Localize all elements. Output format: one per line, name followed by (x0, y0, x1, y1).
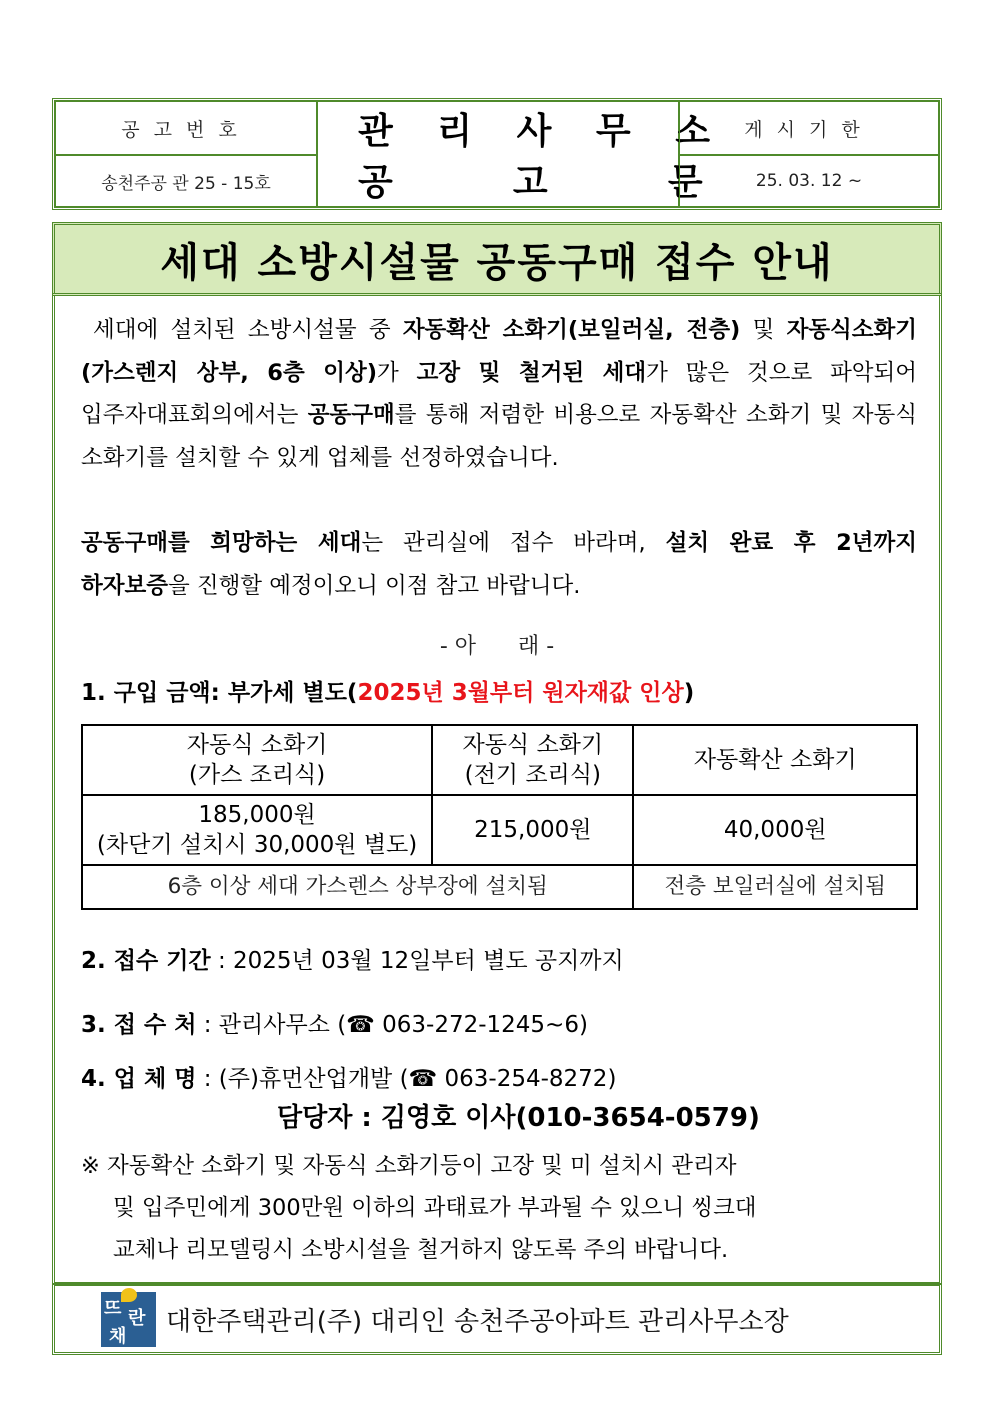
intro-bold: 설치 완료 후 2년까지 하자보증 (81, 530, 917, 599)
period-label: 게시기한 (744, 118, 874, 141)
intro-text: 을 진행할 예정이오니 이점 참고 바랍니다. (167, 572, 581, 599)
footer-signature: 대한주택관리(주) 대리인 송천주공아파트 관리사무소장 (166, 1306, 789, 1337)
logo-leaf-icon (121, 1288, 137, 1302)
period-label-cell (679, 101, 939, 155)
period-value-cell (679, 155, 939, 207)
section-3 (81, 1006, 588, 1039)
section-1-close: ) (683, 680, 695, 706)
price-header-electric: 자동식 소화기 (전기 조리식) (432, 725, 633, 795)
section-4 (81, 1060, 616, 1093)
notice-no-value: 송천주공 관 25 - 15호 (101, 173, 271, 194)
document-title-bar (52, 222, 942, 296)
price-header-gas: 자동식 소화기 (가스 조리식) (82, 725, 432, 795)
section-2-label: 2. 접수 기간 (81, 948, 211, 974)
company-logo (101, 1292, 156, 1347)
notice-no-label-cell (55, 101, 317, 155)
intro-paragraph-2 (81, 522, 917, 607)
section-4-label: 4. 업 체 명 (81, 1066, 197, 1092)
section-2 (81, 942, 624, 975)
header-table (52, 98, 942, 210)
intro-bold: 공동구매를 희망하는 세대 (81, 530, 362, 556)
below-heading: - 아 래 - (439, 634, 555, 659)
price-diffusion: 40,000원 (633, 795, 917, 865)
intro-text: 및 (740, 317, 787, 343)
intro-text: 는 관리실에 접수 바라며, (361, 530, 666, 556)
intro-bold: 자동식소화기(가스렌지 상부, 6층 이상) (81, 317, 917, 386)
install-note-automatic: 6층 이상 세대 가스렌스 상부장에 설치됨 (82, 865, 633, 909)
intro-bold: 공동구매 (307, 402, 395, 428)
section-1-red-note: 2025년 3월부터 원자재값 인상 (357, 680, 684, 706)
intro-text: 가 (377, 359, 417, 386)
section-1-heading (81, 674, 694, 707)
period-value: 25. 03. 12 ~ (755, 171, 863, 191)
section-3-value: : 관리사무소 (☎ 063-272-1245~6) (203, 1012, 588, 1038)
intro-text: 가 많은 것으로 파악되어 입주자대표회의에서는 (81, 359, 918, 428)
header-title-line1: 관 리 사 무 소 (358, 110, 727, 152)
section-4-value: : (주)휴먼산업개발 (☎ 063-254-8272) (203, 1066, 617, 1092)
logo-char-2: 란 (128, 1307, 146, 1329)
price-electric: 215,000원 (432, 795, 633, 865)
price-table (81, 724, 918, 910)
header-title-line2: 공 고 문 (358, 161, 717, 203)
logo-char-3: 채 (109, 1325, 127, 1347)
install-note-diffusion: 전층 보일러실에 설치됨 (633, 865, 917, 909)
section-3-label: 3. 접 수 처 (81, 1012, 197, 1038)
document-body (52, 293, 942, 1285)
warning-line-3: 교체나 리모델링시 소방시설을 철거하지 않도록 주의 바랍니다. (113, 1237, 729, 1263)
notice-no-label: 공고번호 (121, 118, 251, 141)
document-title: 세대 소방시설물 공동구매 접수 안내 (160, 238, 834, 286)
price-header-diffusion: 자동확산 소화기 (633, 725, 917, 795)
section-1-label: 1. 구입 금액: 부가세 별도( (81, 680, 358, 706)
intro-paragraph-1 (81, 309, 917, 479)
price-gas: 185,000원 (차단기 설치시 30,000원 별도) (82, 795, 432, 865)
notice-no-value-cell (55, 155, 317, 207)
intro-bold: 자동확산 소화기(보일러실, 전층) (402, 317, 741, 343)
contact-person: 담당자 : 김영호 이사(010-3654-0579) (277, 1103, 760, 1133)
header-title-cell (317, 101, 727, 207)
intro-text: 를 통해 저렴한 비용으로 자동확산 소화기 및 자동식 소화기를 설치할 수 있게 업체를 선정하였습니다. (81, 402, 917, 471)
intro-text: 세대에 설치된 소방시설물 중 (93, 317, 403, 343)
logo-char-1: 뜨 (104, 1297, 122, 1319)
section-2-value: : 2025년 03월 12일부터 별도 공지까지 (217, 948, 624, 974)
intro-bold: 고장 및 철거된 세대 (416, 359, 647, 386)
warning-line-2: 및 입주민에게 300만원 이하의 과태료가 부과될 수 있으니 씽크대 (113, 1195, 757, 1221)
warning-line-1: ※ 자동확산 소화기 및 자동식 소화기등이 고장 및 미 설치시 관리자 (81, 1153, 737, 1179)
footer (52, 1283, 942, 1355)
